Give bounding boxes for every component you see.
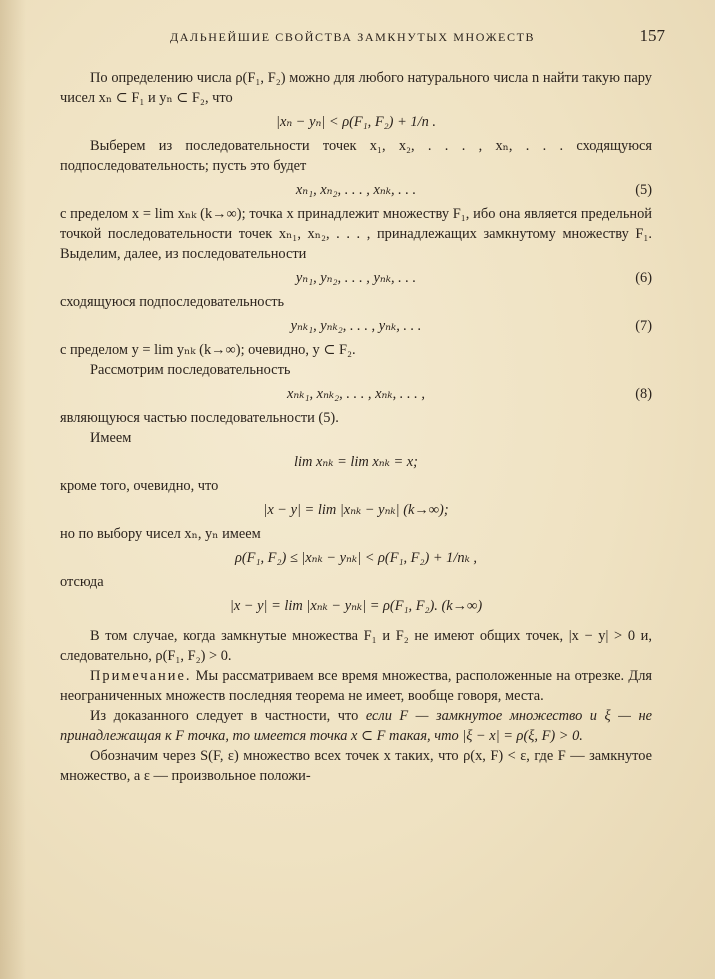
paragraph: По определению числа ρ(F₁, F₂) можно для любого натурального числа n найти такую пару чисел xₙ ⊂ F₁ и yₙ ⊂ F₂, что: [60, 70, 652, 106]
paragraph-text: Из доказанного следует в частности, что: [90, 708, 366, 724]
page-number: 157: [639, 26, 665, 45]
equation: [60, 112, 652, 132]
equation-6: [60, 268, 652, 288]
paragraph: отсюда: [60, 574, 104, 590]
equation-number: (5): [635, 182, 652, 198]
italic-statement: если F — замкнутое множество и ξ — не принадлежащая к F точка, то имеется точка x ⊂ F такая, что |ξ − x| = ρ(ξ, F) > 0.: [60, 708, 652, 744]
equation: [60, 548, 652, 568]
equation-text: yₙ₁, yₙ₂, . . . , yₙₖ, . . .: [295, 270, 417, 286]
paragraph: Обозначим через S(F, ε) множество всех точек x таких, что ρ(x, F) < ε, где F — замкнутое множество, а ε — произвольное положи-: [60, 748, 652, 784]
page-header: [60, 26, 665, 52]
running-head: ДАЛЬНЕЙШИЕ СВОЙСТВА ЗАМКНУТЫХ МНОЖЕСТВ: [170, 30, 536, 44]
equation: [60, 596, 652, 616]
equation: [60, 500, 652, 520]
paragraph: с пределом x = lim xₙₖ (k→∞); точка x принадлежит множеству F₁, ибо она является предельной точкой последовательности точек xₙ₁, xₙ₂, . . . , принадлежащих замкнутому множеству F₁. Выделим, далее, из последовательности: [60, 206, 652, 262]
equation-text: |xₙ − yₙ| < ρ(F₁, F₂) + 1/n .: [276, 114, 436, 130]
equation-text: lim xₙₖ = lim xₙₖ = x;: [294, 454, 418, 470]
paragraph: Рассмотрим последовательность: [90, 362, 291, 378]
note-paragraph: [60, 666, 652, 706]
note-text: Мы рассматриваем все время множества, расположенные на отрезке. Для неограниченных множеств последняя теорема не имеет, вообще говоря, места.: [60, 668, 652, 704]
paragraph: сходящуюся подпоследовательность: [60, 294, 285, 310]
equation-7: [60, 316, 652, 336]
equation-number: (6): [635, 270, 652, 286]
equation: [60, 452, 652, 472]
equation-text: ρ(F₁, F₂) ≤ |xₙₖ − yₙₖ| < ρ(F₁, F₂) + 1/nₖ ,: [234, 550, 478, 566]
equation-text: xₙ₁, xₙ₂, . . . , xₙₖ, . . .: [295, 182, 417, 198]
paragraph: являющуюся частью последовательности (5).: [60, 410, 339, 426]
equation-number: (8): [635, 386, 652, 402]
equation-text: |x − y| = lim |xₙₖ − yₙₖ| = ρ(F₁, F₂). (k→∞): [229, 598, 483, 614]
equation-5: [60, 180, 652, 200]
equation-8: [60, 384, 652, 404]
paragraph: В том случае, когда замкнутые множества F₁ и F₂ не имеют общих точек, |x − y| > 0 и, следовательно, ρ(F₁, F₂) > 0.: [60, 628, 652, 664]
equation-number: (7): [635, 318, 652, 334]
page-edge-shadow: [0, 0, 26, 979]
paragraph: [60, 706, 652, 746]
paragraph: Имеем: [90, 430, 132, 446]
paragraph: но по выбору чисел xₙ, yₙ имеем: [60, 526, 261, 542]
paragraph: Выберем из последовательности точек x₁, x₂, . . . , xₙ, . . . сходящуюся подпоследовательность; пусть это будет: [60, 138, 652, 174]
equation-text: yₙₖ₁, yₙₖ₂, . . . , yₙₖ, . . .: [290, 318, 422, 334]
page-body: [60, 68, 652, 786]
paragraph: с пределом y = lim yₙₖ (k→∞); очевидно, y ⊂ F₂.: [60, 342, 356, 358]
equation-text: |x − y| = lim |xₙₖ − yₙₖ| (k→∞);: [263, 502, 449, 518]
paragraph: кроме того, очевидно, что: [60, 478, 219, 494]
equation-text: xₙₖ₁, xₙₖ₂, . . . , xₙₖ, . . . ,: [287, 386, 425, 402]
note-label: Примечание.: [90, 668, 192, 684]
